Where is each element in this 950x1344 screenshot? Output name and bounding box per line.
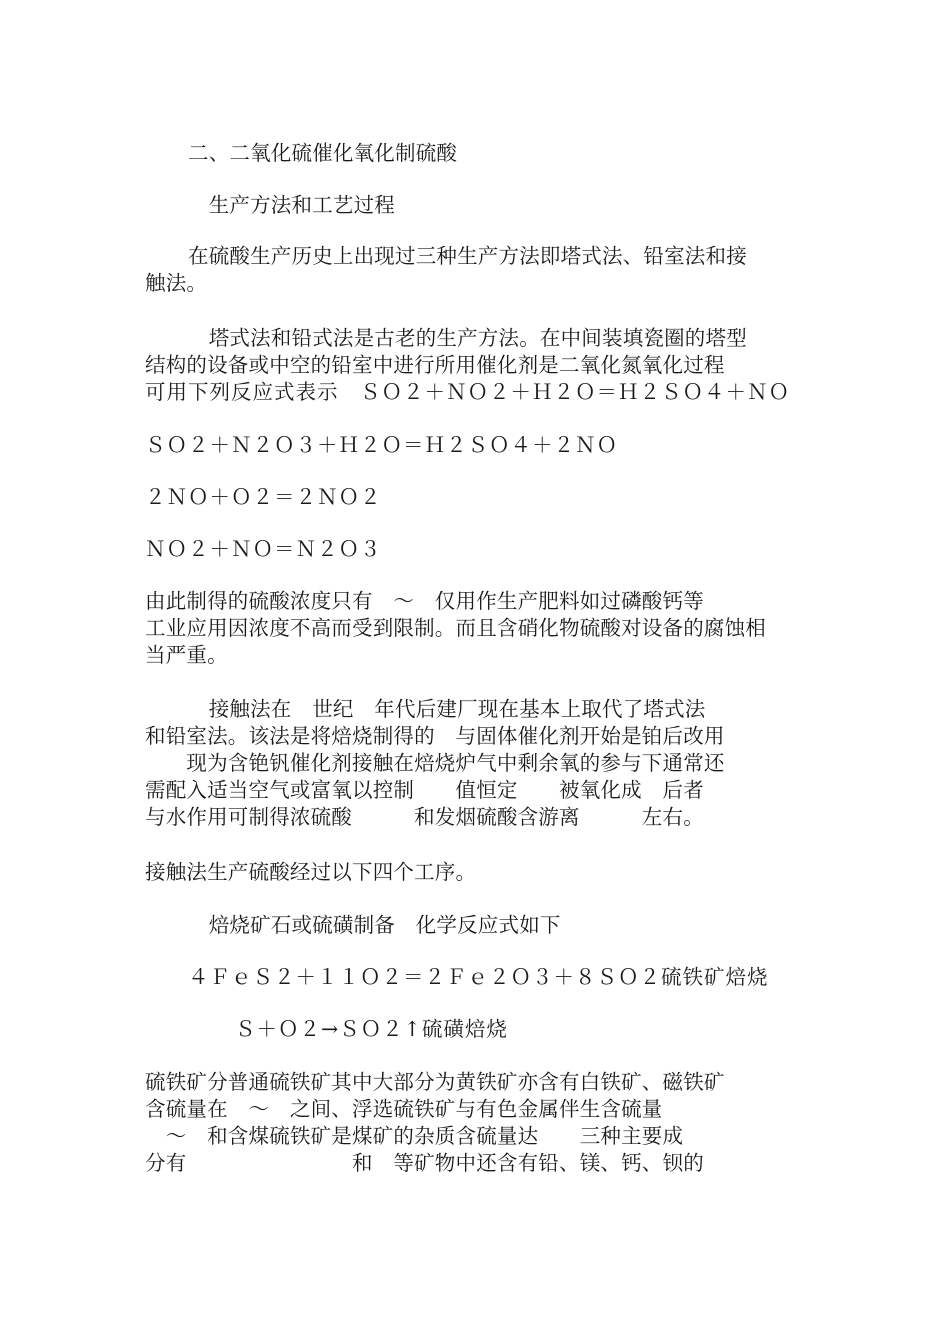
- paragraph-line: 硫铁矿分普通硫铁矿其中大部分为黄铁矿亦含有白铁矿、磁铁矿: [145, 1070, 725, 1094]
- equation-line: ４ＦｅＳ２＋１１Ｏ２＝２Ｆｅ２Ｏ３＋８ＳＯ２硫铁矿焙烧: [188, 965, 790, 989]
- paragraph-line: 塔式法和铅式法是古老的生产方法。在中间装填瓷圈的塔型: [188, 326, 747, 350]
- paragraph-line: 与水作用可制得浓硫酸 和发烟硫酸含游离 左右。: [145, 805, 704, 829]
- subsection-heading: 生产方法和工艺过程: [188, 193, 395, 217]
- paragraph-line: 含硫量在 ～ 之间、浮选硫铁矿与有色金属伴生含硫量: [145, 1097, 663, 1121]
- section-heading: 二、二氧化硫催化氧化制硫酸: [188, 141, 478, 165]
- equation-line: ＮＯ２＋ＮＯ＝Ｎ２Ｏ３: [145, 537, 382, 561]
- paragraph-line: 现为含铯钒催化剂接触在焙烧炉气中剩余氧的参与下通常还: [145, 751, 725, 775]
- paragraph-line: 分有 和 等矿物中还含有铅、镁、钙、钡的: [145, 1151, 704, 1175]
- paragraph-line: 接触法在 世纪 年代后建厂现在基本上取代了塔式法: [188, 697, 706, 721]
- paragraph-line: ～ 和含煤硫铁矿是煤矿的杂质含硫量达 三种主要成: [145, 1124, 684, 1148]
- equation-line: Ｓ＋Ｏ２→ＳＯ２↑硫磺焙烧: [235, 1017, 530, 1041]
- paragraph-line: 工业应用因浓度不高而受到限制。而且含硝化物硫酸对设备的腐蚀相: [145, 616, 766, 640]
- paragraph-line: 结构的设备或中空的铅室中进行所用催化剂是二氧化氮氧化过程: [145, 353, 725, 377]
- paragraph-line: 和铅室法。该法是将焙烧制得的 与固体催化剂开始是铂后改用: [145, 724, 725, 748]
- paragraph-line: 可用下列反应式表示 ＳＯ２＋ＮＯ２＋Ｈ２Ｏ＝Ｈ２ＳＯ４＋ＮＯ: [145, 380, 790, 404]
- paragraph-line: 需配入适当空气或富氧以控制 值恒定 被氧化成 后者: [145, 778, 704, 802]
- equation-line: ２ＮＯ＋Ｏ２＝２ＮＯ２: [145, 485, 382, 509]
- paragraph-line: 当严重。: [145, 643, 228, 667]
- paragraph-line: 由此制得的硫酸浓度只有 ～ 仅用作生产肥料如过磷酸钙等: [145, 589, 725, 613]
- paragraph-line: 触法。: [145, 271, 218, 295]
- paragraph-line: 焙烧矿石或硫磺制备 化学反应式如下: [188, 913, 582, 937]
- paragraph-line: 接触法生产硫酸经过以下四个工序。: [145, 860, 477, 884]
- paragraph-line: 在硫酸生产历史上出现过三种生产方法即塔式法、铅室法和接: [188, 244, 747, 268]
- equation-line: ＳＯ２＋Ｎ２Ｏ３＋Ｈ２Ｏ＝Ｈ２ＳＯ４＋２ＮＯ: [145, 433, 618, 457]
